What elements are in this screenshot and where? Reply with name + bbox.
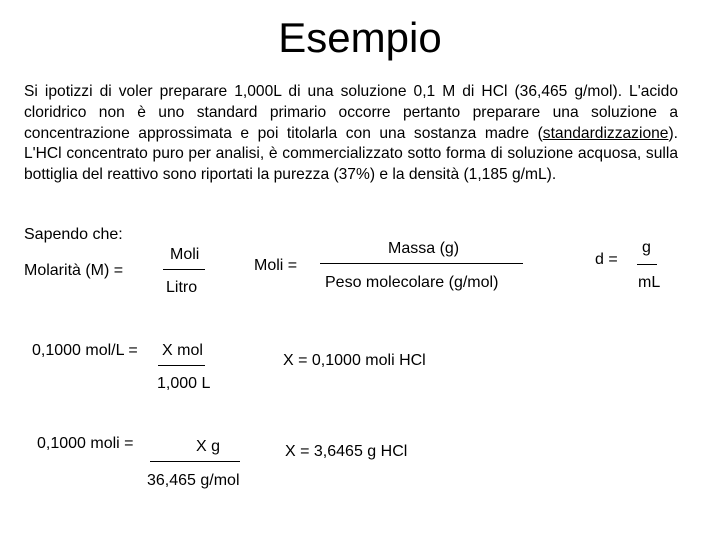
eq2-fraction-bar (150, 461, 240, 462)
molarita-denominator: Litro (166, 279, 198, 296)
densita-lhs: d = (595, 251, 618, 268)
eq2-denominator: 36,465 g/mol (147, 472, 240, 489)
molarita-numerator: Moli (170, 246, 200, 263)
intro-paragraph (24, 82, 678, 186)
standardizzazione-link[interactable]: standardizzazione (542, 124, 669, 142)
paragraph-text-start: Si ipotizzi di voler preparare 1,000L di una soluzione 0,1 M di HCl (36,465 g/mol). L'acido cloridrico non è uno standard primario occorre pertanto preparare una soluzione a concentrazione approssimata e poi titolarla con una sostanza madre ( (24, 83, 678, 142)
eq1-lhs: 0,1000 mol/L = (32, 342, 138, 359)
eq1-denominator: 1,000 L (157, 375, 211, 392)
molarita-lhs: Molarità (M) = (24, 262, 124, 279)
densita-denominator: mL (638, 274, 661, 291)
moli-lhs: Moli = (254, 257, 298, 274)
sapendo-label: Sapendo che: (24, 226, 123, 243)
moli-numerator: Massa (g) (388, 240, 460, 257)
eq2-result: X = 3,6465 g HCl (285, 443, 408, 460)
eq1-result: X = 0,1000 moli HCl (283, 352, 426, 369)
eq1-numerator: X mol (162, 342, 203, 359)
densita-numerator: g (642, 239, 651, 256)
eq2-lhs: 0,1000 moli = (37, 435, 134, 452)
slide-title: Esempio (278, 14, 442, 61)
molarita-fraction-bar (163, 269, 205, 270)
eq2-numerator: X g (196, 438, 221, 455)
moli-fraction-bar (320, 263, 523, 264)
moli-denominator: Peso molecolare (g/mol) (325, 274, 499, 291)
densita-fraction-bar (637, 264, 657, 265)
eq1-fraction-bar (158, 365, 205, 366)
paragraph-text-end: ). L'HCl concentrato puro per analisi, è commercializzato sotto forma di soluzione acquosa, sulla bottiglia del reattivo sono riportati la purezza (37%) e la densità (1,185 g/mL). (24, 124, 678, 184)
